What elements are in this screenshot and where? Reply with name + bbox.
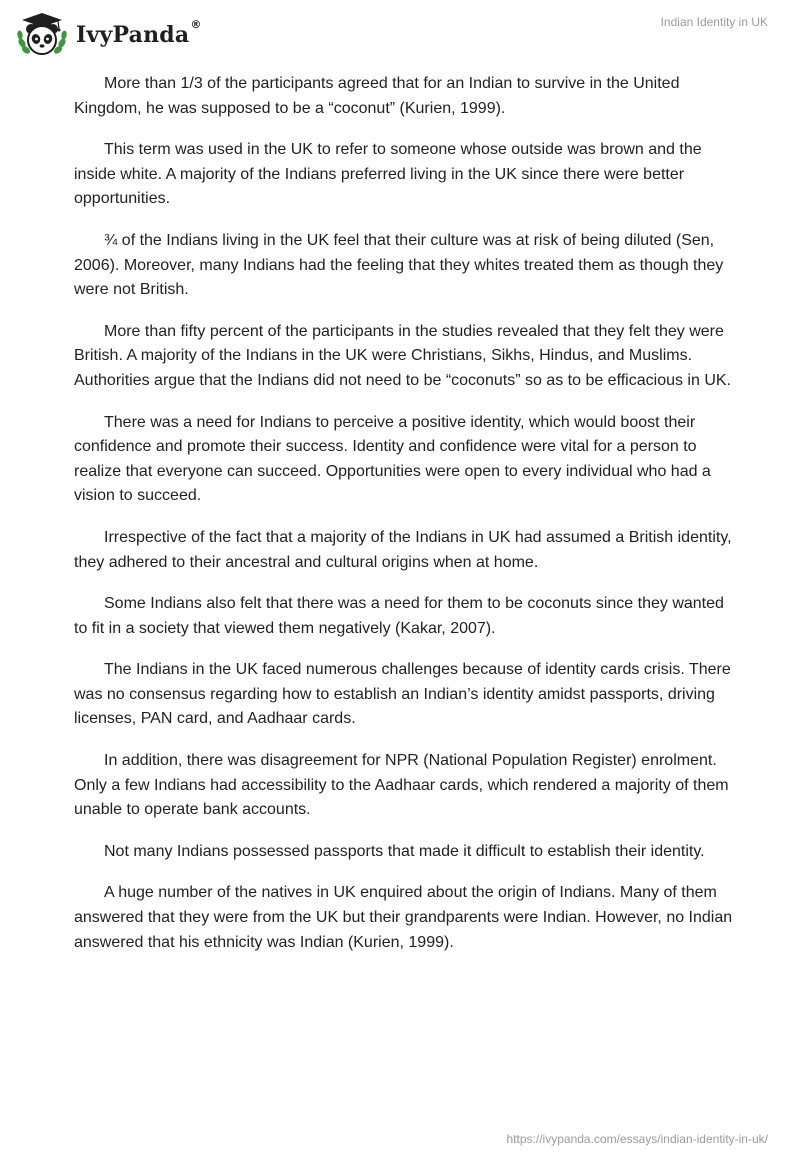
paragraph: Not many Indians possessed passports that made it difficult to establish their identity. [104, 842, 705, 860]
registered-mark: ® [190, 18, 202, 31]
paragraph: There was a need for Indians to perceive a positive identity, which would boost their confidence and promote their success. Identity and confidence were vital for a person to realize that everyone can succeed. Opportunities were open to every individual who had a vision to succeed. [74, 413, 711, 505]
paragraph: More than fifty percent of the participants in the studies revealed that they felt they were British. A majority of the Indians in the UK were Christians, Sikhs, Hindus, and Muslims. Authorities argue that the Indians did not need to be “coconuts” so as to be efficacious in UK. [74, 322, 731, 389]
essay-body [74, 72, 734, 972]
panda-graduate-icon [14, 9, 72, 59]
paragraph: ¾ of the Indians living in the UK feel that their culture was at risk of being diluted (Sen, 2006). Moreover, many Indians had the feeling that they whites treated them as though they were not British. [74, 231, 724, 299]
paragraph: This term was used in the UK to refer to someone whose outside was brown and the inside white. A majority of the Indians preferred living in the UK since there were better opportunities. [74, 141, 702, 208]
paragraph: A huge number of the natives in UK enquired about the origin of Indians. Many of them answered that they were from the UK but their grandparents were Indian. However, no Indian answered that his ethnicity was Indian (Kurien, 1999). [74, 884, 733, 951]
brand-name: IvyPanda® [76, 18, 202, 48]
ivypanda-logo[interactable] [14, 9, 202, 59]
page-header [0, 0, 800, 70]
document-title: Indian Identity in UK [660, 15, 768, 29]
source-url[interactable]: https://ivypanda.com/essays/indian-identity-in-uk/ [506, 1132, 768, 1146]
paragraph: The Indians in the UK faced numerous challenges because of identity cards crisis. There was no consensus regarding how to establish an Indian’s identity amidst passports, driving licenses, PAN card, and Aadhaar cards. [74, 661, 731, 728]
paragraph: Irrespective of the fact that a majority of the Indians in UK had assumed a British identity, they adhered to their ancestral and cultural origins when at home. [74, 528, 732, 571]
paragraph: In addition, there was disagreement for NPR (National Population Register) enrolment. Only a few Indians had accessibility to the Aadhaar cards, which rendered a majority of them unable to operate bank accounts. [74, 752, 729, 819]
paragraph: More than 1/3 of the participants agreed that for an Indian to survive in the United Kingdom, he was supposed to be a “coconut” (Kurien, 1999). [74, 75, 680, 117]
paragraph: Some Indians also felt that there was a need for them to be coconuts since they wanted to fit in a society that viewed them negatively (Kakar, 2007). [74, 595, 724, 637]
